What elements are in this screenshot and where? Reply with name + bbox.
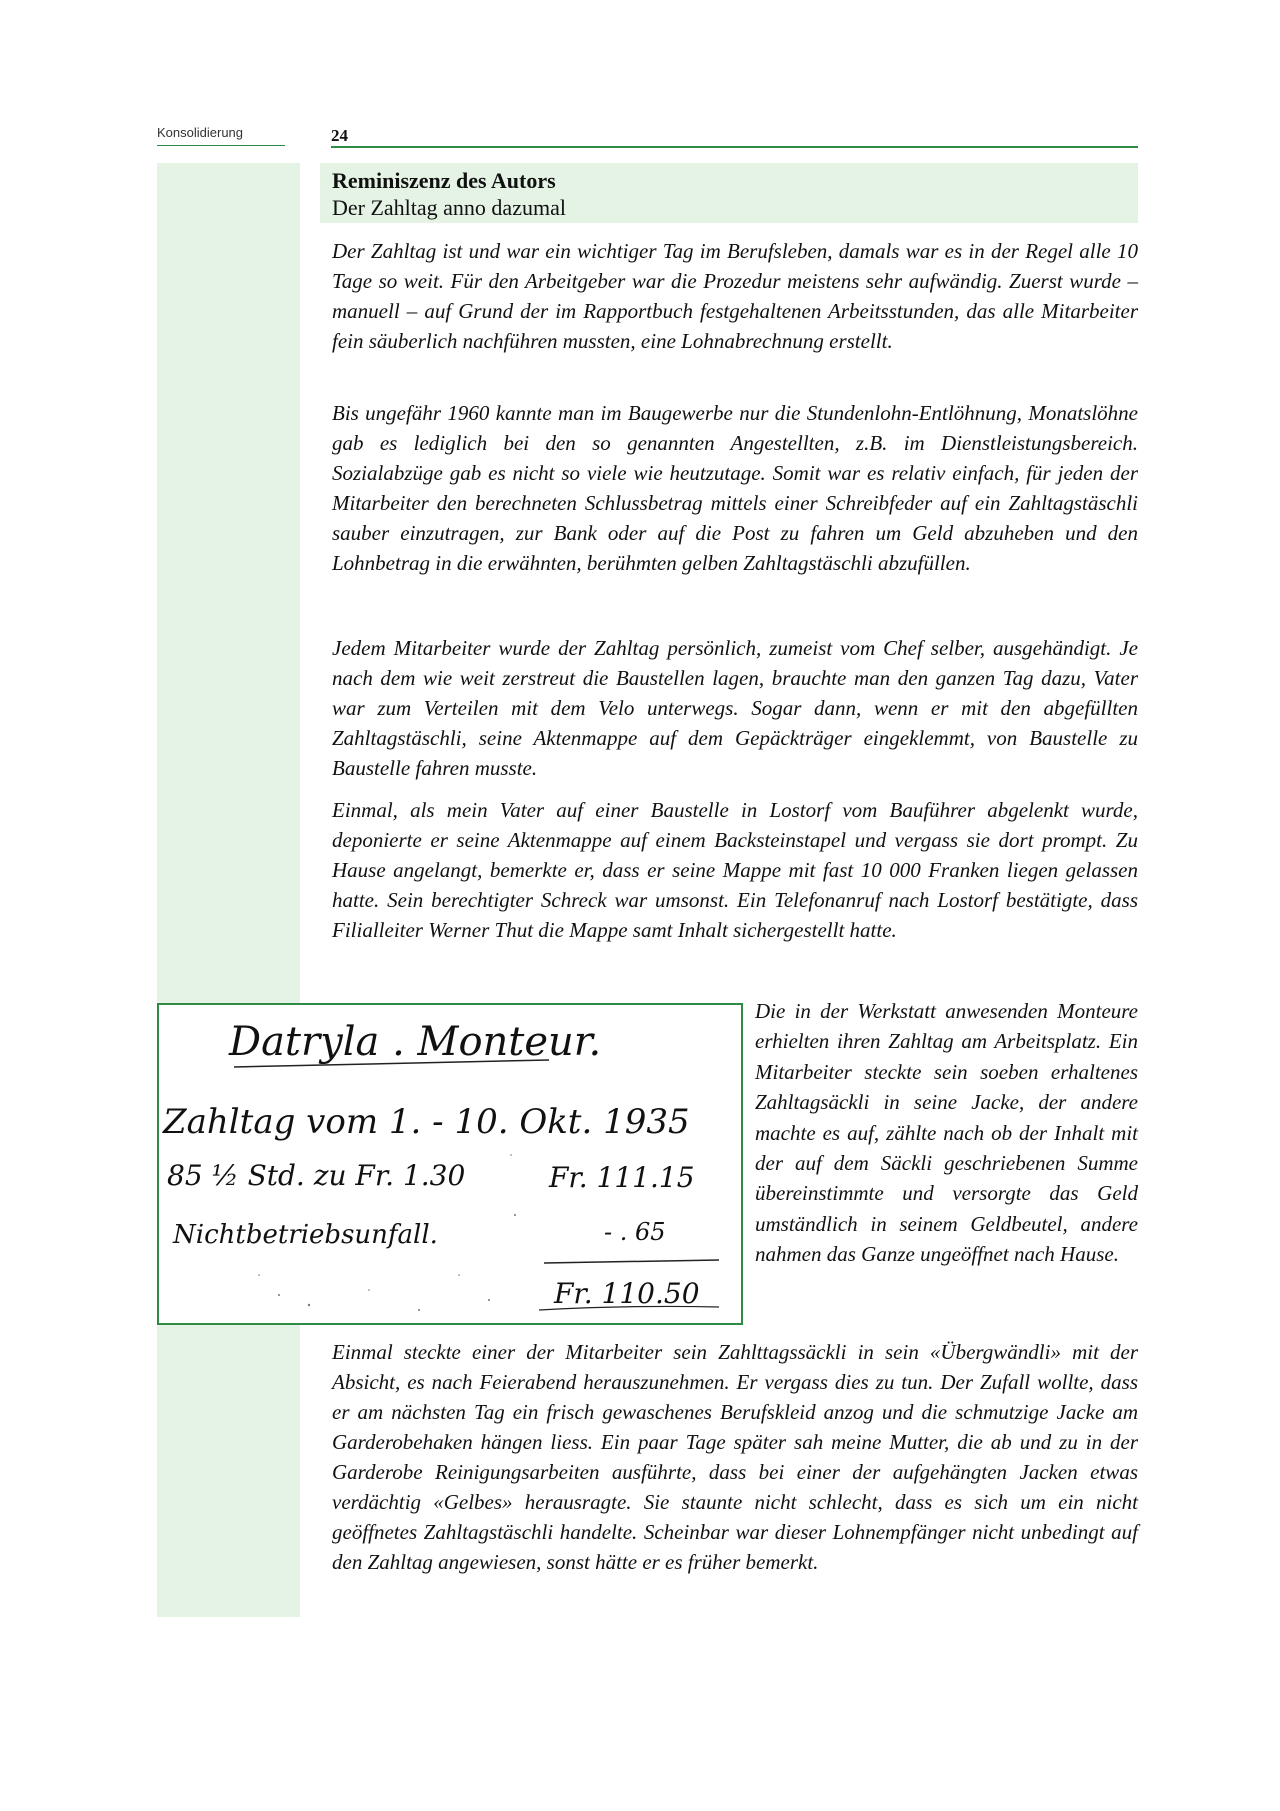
- header-rule-left: [157, 145, 285, 146]
- payslip-line-3-left: Nichtbetriebsunfall.: [173, 1220, 438, 1250]
- payslip-scan-figure: [157, 1003, 743, 1325]
- margin-band: [157, 163, 300, 1617]
- payslip-line-1: Zahltag vom 1. - 10. Okt. 1935: [163, 1102, 690, 1142]
- paragraph-2: Bis ungefähr 1960 kannte man im Baugewerbe nur die Stundenlohn-Entlöhnung, Monatslöhne gab es lediglich bei den so genannten Angestellten, z.B. im Dienstleistungsbereich. Sozialabzüge gab es nicht so viele wie heutzutage. Somit war es relativ einfach, für jeden der Mitarbeiter den berechneten Schlussbetrag mittels einer Schreibfeder auf ein Zahltagstäschli sauber einzutragen, zur Bank oder auf die Post zu fahren um Geld abzuheben und den Lohnbetrag in die erwähnten, berühmten gelben Zahltagstäschli abzufüllen.: [332, 401, 1138, 575]
- payslip-line-2-right: Fr. 111.15: [549, 1161, 695, 1194]
- payslip-line-3-right: - . 65: [604, 1218, 666, 1246]
- title-box: [320, 163, 1138, 223]
- box-subtitle: Der Zahltag anno dazumal: [332, 195, 566, 220]
- side-paragraph: Die in der Werkstatt anwesenden Monteure erhielten ihren Zahltag am Arbeitsplatz. Ein Mitarbeiter steckte sein soeben erhaltenes Zahltagsäckli in seine Jacke, der andere machte es auf, zählte nach ob der Inhalt mit der auf dem Säckli geschriebenen Summe übereinstimmte und versorgte das Geld umständlich in seinem Geldbeutel, andere nahmen das Ganze ungeöffnet nach Hause.: [755, 999, 1138, 1267]
- header-rule-main: [331, 146, 1138, 148]
- page-number: 24: [331, 126, 348, 145]
- paragraph-3: Jedem Mitarbeiter wurde der Zahltag persönlich, zumeist vom Chef selber, ausgehändigt. Je nach dem wie weit zerstreut die Baustellen lagen, brauchte man den ganzen Tag dazu, Vater war zum Verteilen mit dem Velo unterwegs. Sogar dann, wenn er mit den abgefüllten Zahltagstäschli, seine Aktenmappe auf dem Gepäckträger eingeklemmt, von Baustelle zu Baustelle fahren musste.: [332, 636, 1138, 780]
- paragraph-1: Der Zahltag ist und war ein wichtiger Tag im Berufsleben, damals war es in der Regel alle 10 Tage so weit. Für den Arbeitgeber war die Prozedur meistens sehr aufwändig. Zuerst wurde – manuell – auf Grund der im Rapportbuch festgehaltenen Arbeitsstunden, das alle Mitarbeiter fein säuberlich nachführen mussten, eine Lohnabrechnung erstellt.: [332, 239, 1138, 353]
- box-title: Reminiszenz des Autors: [332, 168, 556, 193]
- payslip-line-2-left: 85 ½ Std. zu Fr. 1.30: [167, 1159, 466, 1192]
- payslip-heading: Datryla . Monteur.: [229, 1019, 602, 1065]
- payslip-total: Fr. 110.50: [554, 1277, 700, 1310]
- payslip-sum-line: [544, 1260, 719, 1263]
- paragraph-4: Einmal, als mein Vater auf einer Baustelle in Lostorf vom Bauführer abgelenkt wurde, deponierte er seine Aktenmappe auf einem Backsteinstapel und vergass sie dort prompt. Zu Hause angelangt, bemerkte er, dass er seine Mappe mit fast 10 000 Franken liegen gelassen hatte. Sein berechtigter Schreck war umsonst. Ein Telefonanruf nach Lostorf bestätigte, dass Filialleiter Werner Thut die Mappe samt Inhalt sichergestellt hatte.: [332, 798, 1138, 942]
- payslip-scan-image: [159, 1005, 741, 1323]
- running-header-section: Konsolidierung: [157, 125, 244, 140]
- closing-paragraph: Einmal steckte einer der Mitarbeiter sein Zahlttagssäckli in sein «Übergwändli» mit der Absicht, es nach Feierabend herauszunehmen. Er vergass dies zu tun. Der Zufall wollte, dass er am nächsten Tag ein frisch gewaschenes Berufskleid anzog und die schmutzige Jacke am Garderobehaken hängen liess. Ein paar Tage später sah meine Mutter, die ab und zu in der Garderobe Reinigungsarbeiten ausführte, dass bei einer der aufgehängten Jacken etwas verdächtig «Gelbes» herausragte. Sie staunte nicht schlecht, dass es sich um ein nicht geöffnetes Zahltagstäschli handelte. Scheinbar war dieser Lohnempfänger nicht unbedingt auf den Zahltag angewiesen, sonst hätte er es früher bemerkt.: [332, 1340, 1138, 1574]
